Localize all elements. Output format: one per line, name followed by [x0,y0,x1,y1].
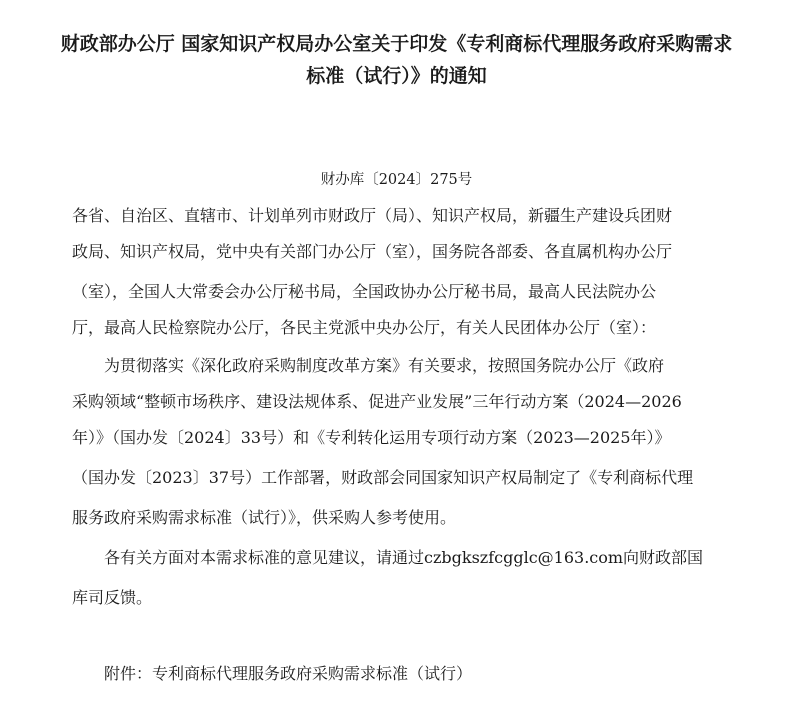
document-title-line-2: 标准（试行）》的通知 [306,65,487,87]
addressee-line: 各省、自治区、直辖市、计划单列市财政厅（局）、知识产权局，新疆生产建设兵团财 [72,206,673,225]
paragraph-line: 采购领域“整顿市场秩序、建设法规体系、促进产业发展”三年行动方案（2024—2026 [72,392,682,411]
document-title-line-1: 财政部办公厅 国家知识产权局办公室关于印发《专利商标代理服务政府采购需求 [60,33,733,55]
paragraph-line: 为贯彻落实《深化政府采购制度改革方案》有关要求，按照国务院办公厅《政府 [104,356,665,375]
paragraph-line: 各有关方面对本需求标准的意见建议，请通过czbgkszfcgglc@163.com向财政部国 [104,548,704,567]
document-number: 财办库〔2024〕275号 [320,172,473,188]
addressee-line: 厅，最高人民检察院办公厅，各民主党派中央办公厅，有关人民团体办公厅（室）： [72,318,657,337]
attachment-link[interactable]: 附件：专利商标代理服务政府采购需求标准（试行） [104,664,473,683]
paragraph-line: 年）》（国办发〔2024〕33号）和《专利转化运用专项行动方案（2023—2025年）》 [72,428,671,447]
addressee-line: 政局、知识产权局，党中央有关部门办公厅（室），国务院各部委、各直属机构办公厅 [72,242,673,261]
paragraph-line: （国办发〔2023〕37号）工作部署，财政部会同国家知识产权局制定了《专利商标代理 [72,468,694,487]
addressee-line: （室），全国人大常委会办公厅秘书局，全国政协办公厅秘书局，最高人民法院办公 [72,282,657,301]
paragraph-line: 库司反馈。 [72,588,153,607]
paragraph-line: 服务政府采购需求标准（试行）》，供采购人参考使用。 [72,508,457,527]
